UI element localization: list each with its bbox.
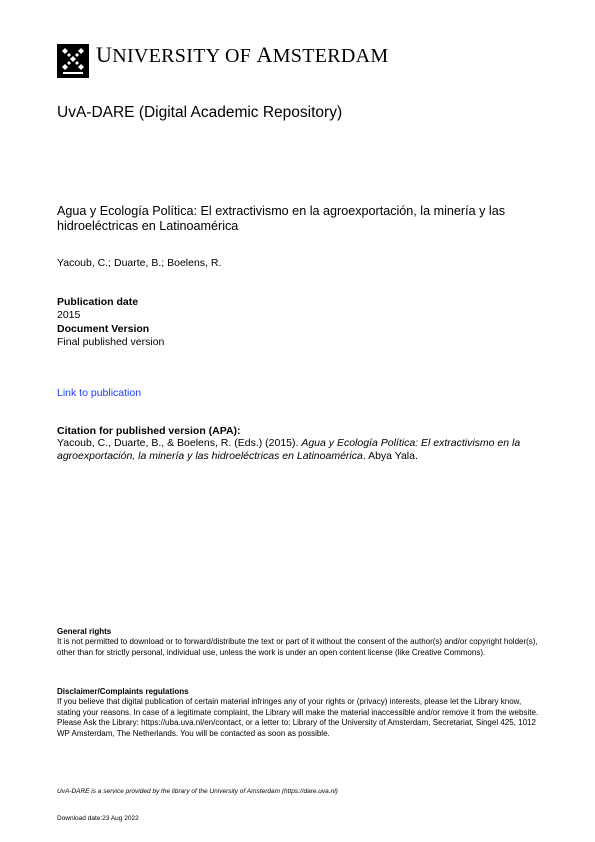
publication-date-value: 2015 [57, 309, 81, 321]
disclaimer-heading: Disclaimer/Complaints regulations [57, 687, 189, 696]
uva-logo-icon [57, 44, 89, 78]
link-to-publication[interactable]: Link to publication [57, 387, 142, 399]
repository-title: UvA-DARE (Digital Academic Repository) [57, 104, 343, 121]
publication-date-label: Publication date [57, 296, 139, 308]
service-footer: UvA-DARE is a service provided by the library of the University of Amsterdam (https://dare.uva.nl) [57, 788, 338, 795]
university-name: UNIVERSITY OF AMSTERDAM [96, 42, 389, 67]
general-rights-heading: General rights [57, 627, 112, 636]
publication-title: Agua y Ecología Política: El extractivismo en la agroexportación, la minería y las hidroeléctricas en Latinoamérica [57, 204, 505, 233]
general-rights-text: It is not permitted to download or to forward/distribute the text or part of it without the consent of the author(s) and/or copyright holder(s), other than for strictly personal, individual use, unless the work is under an open content license (like Creative Commons). [57, 637, 538, 657]
citation-heading: Citation for published version (APA): [57, 425, 241, 437]
disclaimer-text: If you believe that digital publication of certain material infringes any of your rights or (privacy) interests, please let the Library know, stating your reasons. In case of a legitimate complaint, the Library will make the material inaccessible and/or remove it from the website. Please Ask the Library: https://uba.uva.nl/en/contact, or a letter to: Library of the University of Amsterdam, Secretariat, Singel 425, 1012 WP Amsterdam, The Netherlands. You will be contacted as soon as possible. [57, 697, 539, 738]
document-version-value: Final published version [57, 336, 165, 348]
publication-authors: Yacoub, C.; Duarte, B.; Boelens, R. [57, 257, 222, 269]
document-version-label: Document Version [57, 323, 150, 335]
citation-text: Yacoub, C., Duarte, B., & Boelens, R. (Eds.) (2015). Agua y Ecología Política: El extractivismo en la agroexportación, la minería y las hidroeléctricas en Latinoamérica. Abya Yala. [57, 437, 521, 462]
download-date: Download date:23 Aug 2022 [57, 815, 139, 822]
